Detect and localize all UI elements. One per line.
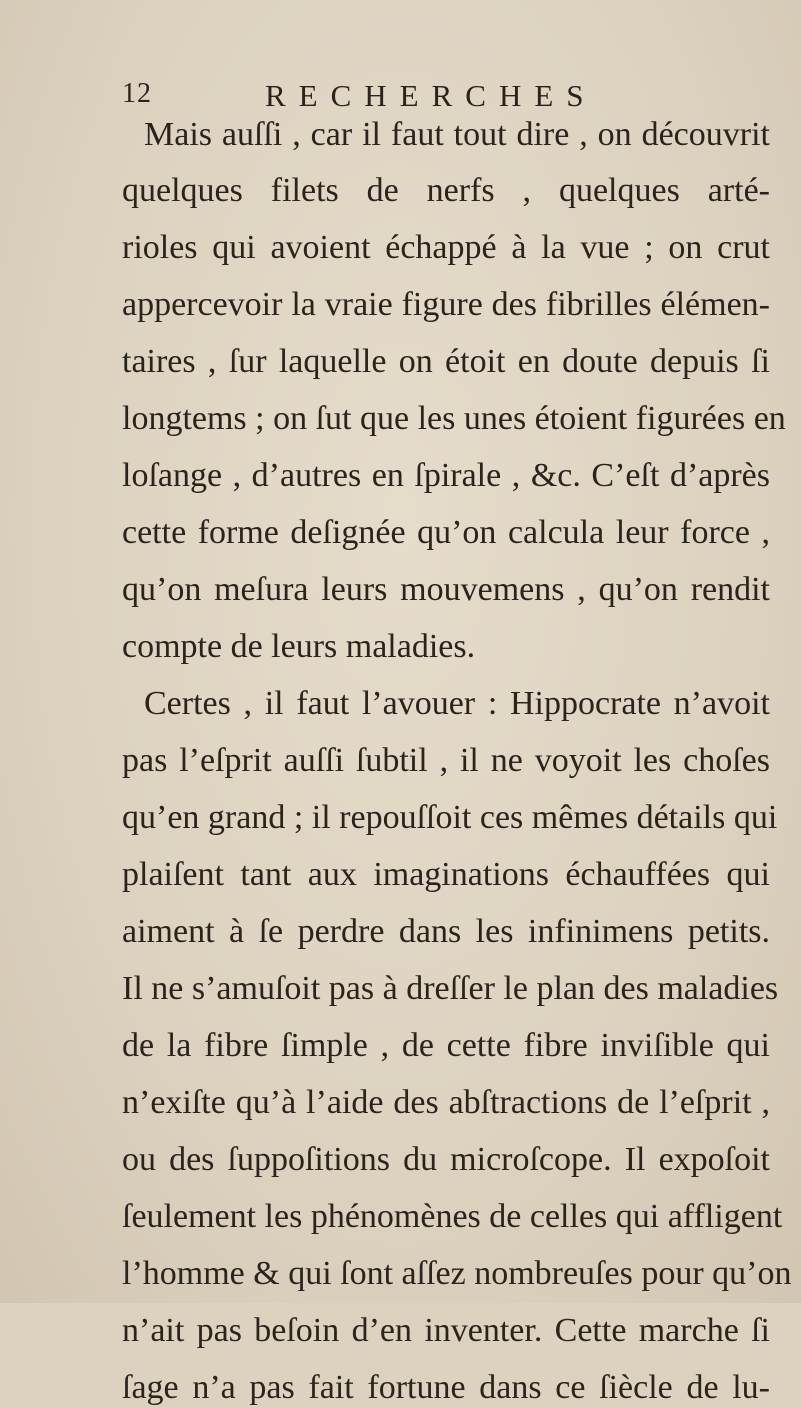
text-line: pas l’eſprit auſſi ſubtil , il ne voyoit les choſes (122, 742, 770, 779)
text-line: quelques filets de nerfs , quelques arté- (122, 172, 770, 209)
text-line: taires , ſur laquelle on étoit en doute depuis ſi (122, 343, 770, 380)
text-line: loſange , d’autres en ſpirale , &c. C’eſt d’après (122, 457, 770, 494)
text-line: compte de leurs maladies. (122, 628, 476, 665)
text-line: qu’on meſura leurs mouvemens , qu’on rendit (122, 571, 770, 608)
text-line: ſage n’a pas fait fortune dans ce ſiècle de lu- (122, 1369, 770, 1406)
text-line: qu’en grand ; il repouſſoit ces mêmes détails qui (122, 799, 778, 836)
text-line: cette forme deſignée qu’on calcula leur force , (122, 514, 770, 551)
text-line: ſeulement les phénomènes de celles qui affligent (122, 1198, 783, 1235)
page-number: 12 (122, 78, 152, 109)
text-line: n’ait pas beſoin d’en inventer. Cette marche ſi (122, 1312, 770, 1349)
text-line: l’homme & qui ſont aſſez nombreuſes pour qu’on (122, 1255, 792, 1292)
text-line: plaiſent tant aux imaginations échauffées qui (122, 856, 770, 893)
text-line: ou des ſuppoſitions du microſcope. Il expoſoit (122, 1141, 770, 1178)
text-line: Mais auſſi , car il faut tout dire , on découvrit (144, 116, 770, 153)
running-title: RECHERCHES (265, 78, 597, 113)
text-line: appercevoir la vraie figure des fibrilles élémen- (122, 286, 770, 323)
text-line: aiment à ſe perdre dans les infinimens petits. (122, 913, 770, 950)
text-line: Il ne s’amuſoit pas à dreſſer le plan des maladies (122, 970, 779, 1007)
text-line: rioles qui avoient échappé à la vue ; on crut (122, 229, 770, 266)
text-line: Certes , il faut l’avouer : Hippocrate n’avoit (144, 685, 770, 722)
text-line: de la fibre ſimple , de cette fibre inviſible qui (122, 1027, 770, 1064)
page-header (122, 78, 761, 118)
text-line: longtems ; on ſut que les unes étoient figurées en (122, 400, 786, 437)
text-line: n’exiſte qu’à l’aide des abſtractions de l’eſprit , (122, 1084, 770, 1121)
